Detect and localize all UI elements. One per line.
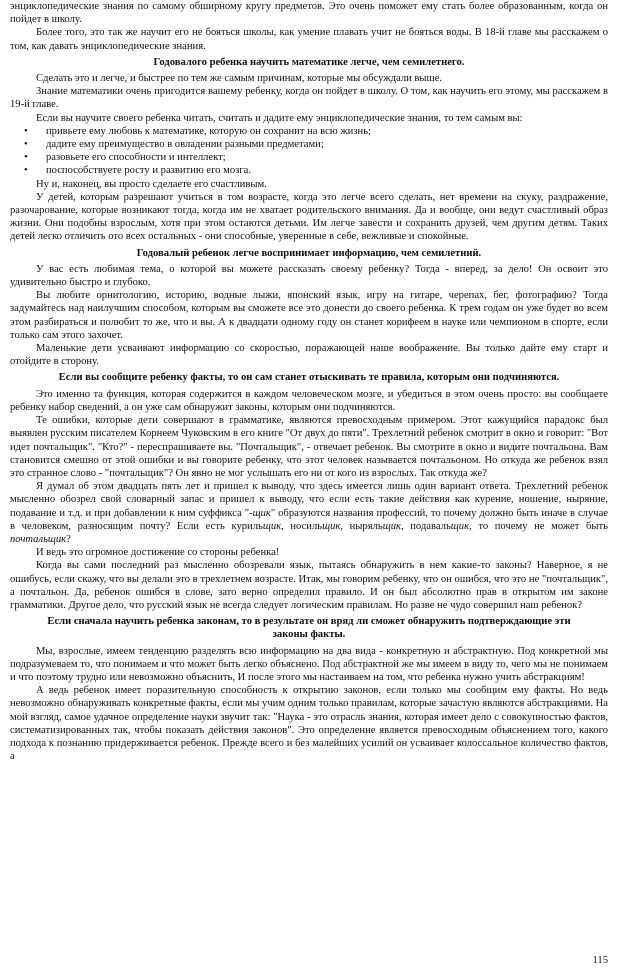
paragraph: Знание математики очень пригодится вашему ребенку, когда он пойдет в школу. О том, как научить его этому, мы расскажем в 19-й главе.	[10, 86, 608, 111]
page-number: 115	[592, 955, 608, 966]
section-heading: Годовалый ребенок легче воспринимает информацию, чем семилетний.	[136, 247, 482, 259]
paragraph: А ведь ребенок имеет поразительную способность к открытию законов, если только мы сообщим ему факты. Но ведь невозможно обнаруживать конкретные факты, если мы учим одним только правилам, которые зачастую являются абстракциями. На мой взгляд, самое удачное определение науки звучит так: "Наука - это отрасль знания, которая имеет дело с совокупностью фактов, систематизированных так, чтобы показать действия законов". Это определение является превосходным объяснением того, какого подхода к познанию придерживается ребенок. Прежде всего и без малейших усилий он усваивает колоссальное количество фактов, а	[10, 685, 608, 763]
page-text	[10, 0, 608, 763]
benefits-list	[10, 125, 608, 178]
section-heading: Годовалого ребенка научить математике легче, чем семилетнего.	[153, 56, 465, 68]
paragraph: Если вы научите своего ребенка читать, считать и дадите ему энциклопедические знания, то тем самым вы:	[36, 112, 523, 124]
paragraph: Мы, взрослые, имеем тенденцию разделять всю информацию на два вида - конкретную и абстрактную. Под конкретной мы подразумеваем то, что понимаем и что может быть легко объяснено. Под абстрактной же мы имеем в виду то, чего мы не понимаем и что поэтому трудно или невозможно объяснить, И после этого мы настаиваем на том, что ребенка нужно учить абстракциям!	[10, 645, 608, 683]
paragraph: Сделать это и легче, и быстрее по тем же самым причинам, которые мы обсуждали выше.	[36, 73, 443, 85]
section-heading: Если сначала научить ребенка законам, то в результате он вряд ли сможет обнаружить подтверждающие эти законы факты.	[47, 616, 571, 641]
paragraph: И ведь это огромное достижение со стороны ребенка!	[36, 547, 280, 559]
list-item: • поспособствуете росту и развитию его мозга.	[24, 165, 252, 177]
list-item: • разовьете его способности и интеллект;	[24, 152, 226, 164]
bullet-icon: •	[24, 152, 28, 164]
bullet-icon: •	[24, 139, 28, 151]
paragraph: Это именно та функция, которая содержится в каждом человеческом мозге, и убедиться в этом очень просто: вы сообщаете ребенку набор сведений, а он уже сам обнаружит законы, которым они подчиняются.	[10, 388, 608, 413]
paragraph: энциклопедические знания по самому обширному кругу предметов. Это очень поможет ему стать более образованным, когда он пойдет в школу.	[10, 1, 608, 26]
paragraph: Я думал об этом двадцать пять лет и пришел к выводу, что здесь имеется лишь один вариант ответа. Трехлетний ребенок мысленно обозрел свой словарный запас и пришел к выводу, что если есть такие действия как курение, ношение, ныряние, подавание и т.д. и при добавлении к ним суффикса "-щик" образуются названия профессий, то почему должно быть иначе в случае в человеком, разносящим почту? Если есть курильщик, носильщик, ныряльщик, подавальщик, то почему не может быть почтальщик?	[10, 481, 608, 545]
section-heading: Если вы сообщите ребенку факты, то он сам станет отыскивать те правила, которым они подчиняются.	[58, 372, 560, 384]
list-item: • привьете ему любовь к математике, которую он сохранит на всю жизнь;	[24, 125, 371, 137]
paragraph: У вас есть любимая тема, о которой вы можете рассказать своему ребенку? Тогда - вперед, за дело! Он освоит это удивительно быстро и глубоко.	[10, 263, 608, 289]
paragraph: Маленькие дети усваивают информацию со скоростью, поражающей наше воображение. Вы только дайте ему старт и отойдите в сторону.	[10, 343, 608, 368]
paragraph: Те ошибки, которые дети совершают в грамматике, являются превосходным примером. Этот кажущийся парадокс был выявлен русским писателем Корнеем Чуковским в его книге "От двух до пяти". Трехлетний ребенок смотрит в окно и говорит: "Вот идет почтальщик". "Кто?" - переспрашиваете вы. "Почтальщик", - отвечает ребенок. Вы смотрите в окно и видите почтальона. Вам становится смешно от этой ошибки и вы говорите ребенку, что этот человек называется почтальоном. Но откуда же ребенок взял это странное слово - "почтальщик"? Он явно не мог услышать его ни от кого из взрослых. Так откуда же?	[10, 415, 608, 479]
list-item: • дадите ему преимущество в овладении разными предметами;	[24, 139, 324, 151]
paragraph: У детей, которым разрешают учиться в том возрасте, когда это легче всего сделать, нет времени на скуку, раздражение, разочарование, которые возникают тогда, когда им не хватает родительского внимания. Да и вообще, они ведут счастливый образ жизни. Они подобны взрослым, хотя при этом остаются детьми. Им легче завести и сохранить друзей, чем другим детям. Таких детей легко отличить ото всех остальных - они способные, уверенные в себе, вежливые и спокойные.	[10, 191, 608, 243]
paragraph: Когда вы сами последний раз мысленно обозревали язык, пытаясь обнаружить в нем какие-то законы? Наверное, я не ошибусь, если скажу, что вы делали это в трехлетнем возрасте. Итак, мы говорим ребенку, что он ошибся, что это не "почтальщик", а почтальон. Да, ребенок ошибся в слове, зато верно определил правило. И он был абсолютно прав в открытом им законе грамматики. Другое дело, что русский язык не всегда следует логическим правилам. Но разве не чудо совершил наш ребенок?	[10, 560, 608, 611]
paragraph: Более того, это так же научит его не бояться школы, как умение плавать учит не бояться воды. В 18-й главе мы расскажем о том, как давать энциклопедические знания.	[10, 27, 608, 52]
bullet-icon: •	[24, 125, 28, 137]
paragraph: Вы любите орнитологию, историю, водные лыжи, японский язык, игру на гитаре, черепах, бег, фотографию? Тогда задумайтесь над наилучшим способом, которым вы сможете все это донести до своего ребенка. К трем годам он уже будет во всем этом разбираться и полюбит то же, что и вы. А к двадцати одному году он станет корифеем в науке или чемпионом в спорте, если только сам этого захочет.	[10, 290, 608, 341]
bullet-icon: •	[24, 165, 28, 177]
paragraph: Ну и, наконец, вы просто сделаете его счастливым.	[36, 178, 267, 190]
